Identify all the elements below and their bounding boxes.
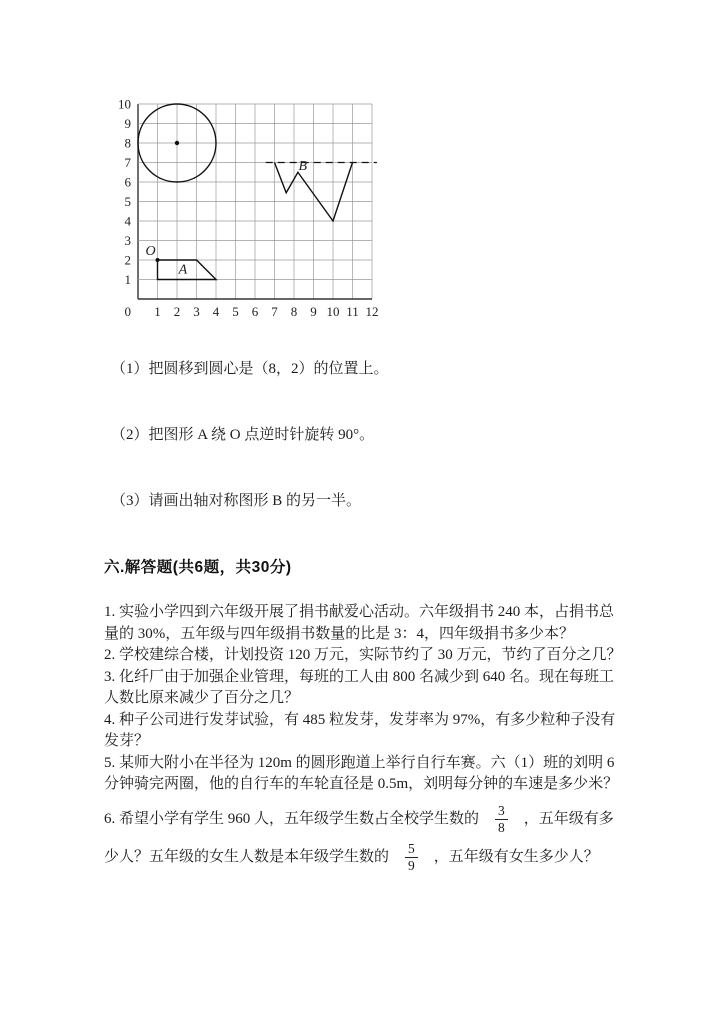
problem-item: [104, 645, 628, 667]
subquestion-3: （3）请画出轴对称图形 B 的另一半。: [111, 493, 362, 509]
svg-text:O: O: [145, 244, 156, 259]
svg-text:1: 1: [154, 304, 161, 319]
grid-svg: [108, 94, 386, 326]
svg-text:2: 2: [173, 304, 181, 319]
svg-text:4: 4: [124, 213, 131, 229]
svg-text:11: 11: [346, 304, 359, 319]
svg-text:12: 12: [365, 304, 379, 319]
svg-text:5: 5: [232, 304, 239, 319]
svg-text:1: 1: [124, 272, 131, 287]
problem-item: [104, 710, 628, 753]
problem-text: 3. 化纤厂由于加强企业管理，每班的工人由 800 名减少到 640 名。现在每班工人数比原来减少了百分之几？: [104, 668, 615, 706]
svg-text:6: 6: [251, 304, 259, 319]
svg-text:6: 6: [124, 174, 131, 190]
svg-text:8: 8: [290, 304, 298, 319]
svg-text:5: 5: [124, 194, 131, 209]
subquestions: [104, 357, 628, 510]
section-title: 六.解答题(共6题，共30分): [104, 559, 292, 576]
fraction: $\frac{3}{8}$: [495, 803, 508, 835]
fraction: $\frac{5}{9}$: [405, 841, 418, 873]
problem-item: [104, 667, 628, 710]
problem-text: 2. 学校建综合楼，计划投资 120 万元，实际节约了 30 万元，节约了百分之几？: [104, 647, 622, 663]
svg-text:10: 10: [326, 304, 340, 319]
svg-text:9: 9: [310, 304, 317, 319]
svg-text:3: 3: [124, 233, 131, 248]
problem-item: [104, 800, 628, 876]
problems-list: [104, 602, 628, 876]
problem-text: 5. 某师大附小在半径为 120m 的圆形跑道上举行自行车赛。六（1）班的刘明 6 分钟骑完两圈，他的自行车的车轮直径是 0.5m，刘明每分钟的车速是多少米？: [104, 754, 619, 792]
svg-text:2: 2: [124, 252, 131, 268]
svg-text:B: B: [298, 158, 308, 174]
coordinate-figure: [108, 94, 628, 331]
svg-text:0: 0: [124, 304, 131, 319]
problem-text: 1. 实验小学四到六年级开展了捐书献爱心活动。六年级捐书 240 本，占捐书总量的 30%，五年级与四年级捐书数量的比是 3：4，四年级捐书多少本？: [104, 604, 615, 642]
problem-item: [104, 753, 628, 796]
svg-text:7: 7: [124, 155, 131, 170]
svg-text:A: A: [178, 262, 188, 278]
problem-text: 4. 种子公司进行发芽试验，有 485 粒发芽，发芽率为 97%，有多少粒种子没有发芽？: [104, 711, 616, 749]
problem-item: [104, 602, 628, 645]
svg-text:8: 8: [124, 135, 131, 151]
svg-text:9: 9: [124, 116, 131, 131]
svg-text:3: 3: [193, 304, 200, 319]
problem-text: ，五年级有女生多少人？: [433, 848, 599, 865]
subquestion-1: （1）把圆移到圆心是（8，2）的位置上。: [111, 361, 389, 377]
problem-text: ，五年级有多少人？五年级的女生人数是本年级学生数的: [104, 810, 614, 865]
svg-text:4: 4: [212, 304, 220, 319]
problem-text: 6. 希望小学有学生 960 人，五年级学生数占全校学生数的: [104, 810, 480, 827]
subquestion-2: （2）把图形 A 绕 O 点逆时针旋转 90°。: [111, 427, 375, 443]
svg-text:10: 10: [118, 96, 131, 112]
svg-text:7: 7: [271, 304, 278, 319]
